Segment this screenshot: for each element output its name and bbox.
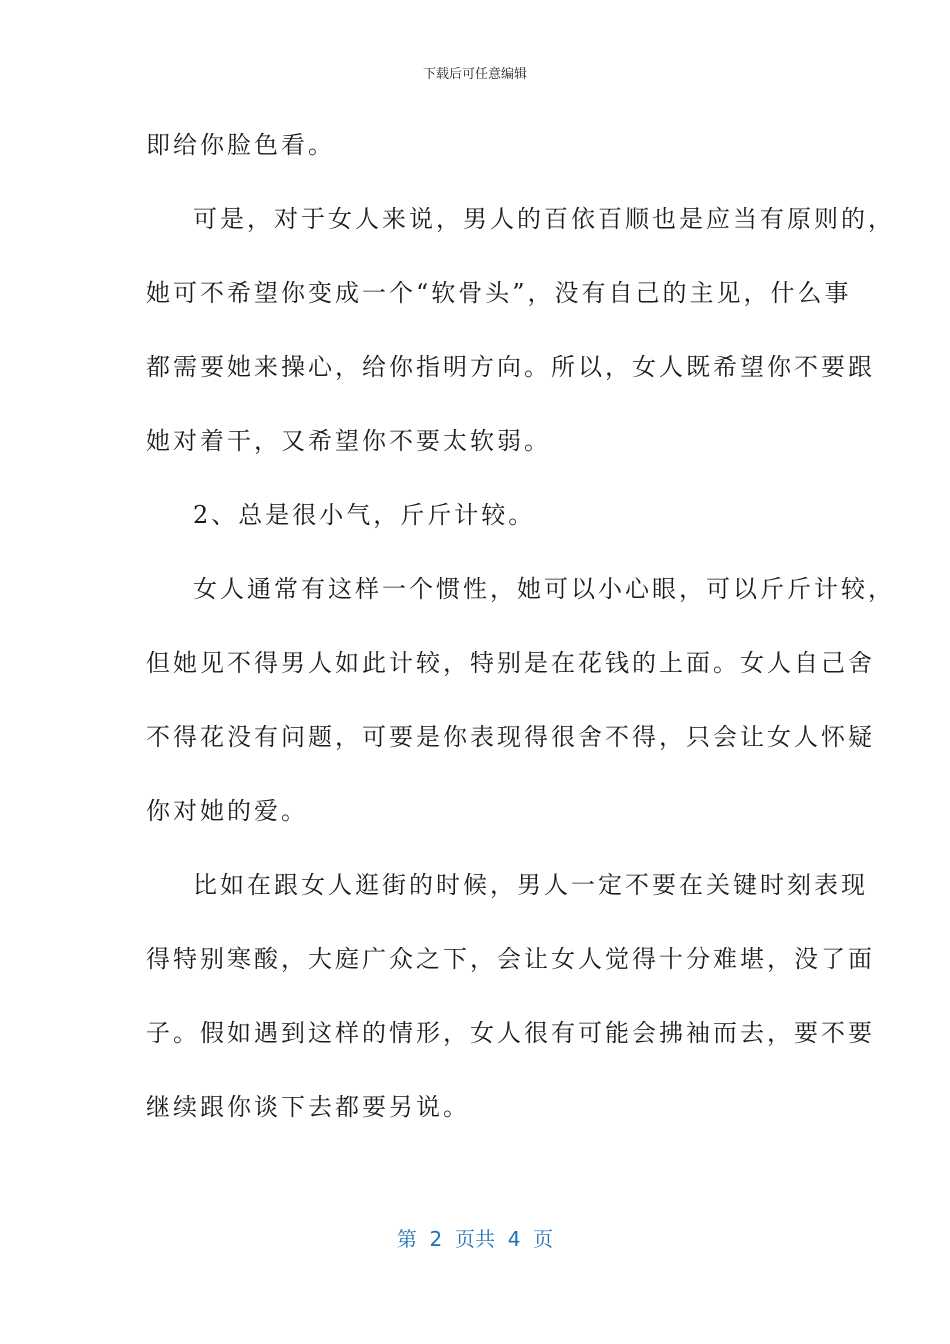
paragraph-line: 子。假如遇到这样的情形，女人很有可能会拂袖而去，要不要 (146, 1019, 875, 1047)
page-number-footer: 第 2 页共 4 页 (396, 1227, 554, 1251)
paragraph-line: 继续跟你谈下去都要另说。 (146, 1093, 470, 1121)
paragraph-line: 她对着干，又希望你不要太软弱。 (146, 427, 551, 455)
paragraph-line: 不得花没有问题，可要是你表现得很舍不得，只会让女人怀疑 (146, 723, 875, 751)
paragraph-line: 都需要她来操心，给你指明方向。所以，女人既希望你不要跟 (146, 353, 875, 381)
paragraph-line: 比如在跟女人逛街的时候，男人一定不要在关键时刻表现 (193, 871, 868, 899)
paragraph-line: 可是，对于女人来说，男人的百依百顺也是应当有原则的， (193, 205, 895, 233)
paragraph-line: 得特别寒酸，大庭广众之下，会让女人觉得十分难堪，没了面 (146, 945, 875, 973)
paragraph-line: 女人通常有这样一个惯性，她可以小心眼，可以斤斤计较， (193, 575, 895, 603)
paragraph-line: 她可不希望你变成一个“软骨头”，没有自己的主见，什么事 (146, 279, 852, 307)
paragraph-line: 即给你脸色看。 (146, 131, 335, 159)
paragraph-line: 你对她的爱。 (146, 797, 308, 825)
paragraph-line: 但她见不得男人如此计较，特别是在花钱的上面。女人自己舍 (146, 649, 875, 677)
section-heading: 2、总是很小气，斤斤计较。 (193, 501, 536, 529)
page-header: 下载后可任意编辑 (422, 67, 527, 82)
